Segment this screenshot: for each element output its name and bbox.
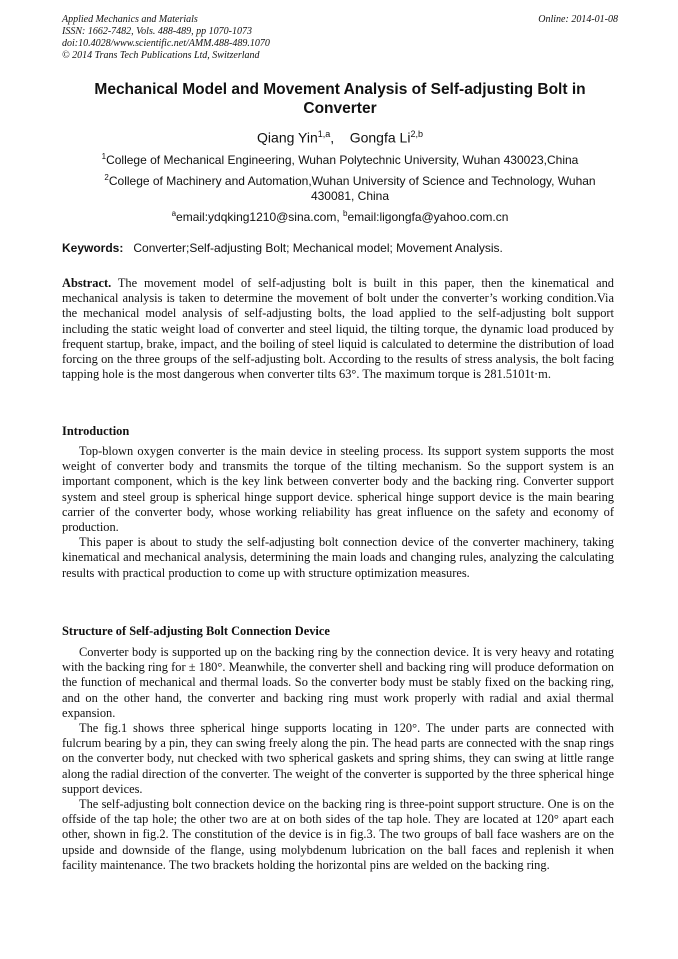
affiliation-1: [70, 149, 610, 168]
affiliation-text: College of Mechanical Engineering, Wuhan Polytechnic University, Wuhan 430023,China: [106, 153, 579, 167]
author-separator: ,: [330, 129, 335, 146]
keywords-text: Converter;Self-adjusting Bolt; Mechanical model; Movement Analysis.: [133, 241, 503, 255]
abstract-label: Abstract.: [62, 276, 112, 290]
keywords-label: Keywords:: [62, 241, 124, 255]
paragraph: Top-blown oxygen converter is the main device in steeling process. Its support system supports the most weight of converter body and transmits the torque of the tilting mechanism. So the support system is an important component, which is the key link between converter body and the backing ring. Converter support system and steel group is spherical hinge support device. spherical hinge support device is the main bearing carrier of the converter body, whose working reliability has great influence on the safety and economy of production.: [62, 444, 614, 535]
author-superscript: 1,a: [317, 129, 331, 139]
affiliation-superscript: 2: [104, 173, 109, 182]
paragraph: This paper is about to study the self-adjusting bolt connection device of the converter machinery, taking kinematical and mechanical analysis, determining the main loads and changing rules, analyzing the calculating results with practical production to come up with structure optimization measures.: [62, 535, 614, 580]
paragraph: The fig.1 shows three spherical hinge supports locating in 120°. The under parts are connected with fulcrum bearing by a pin, they can swing freely along the pin. The head parts are connected with the snap rings on the converter body, nut checked with two spherical gaskets and spring shims, they can swing at little range along the radial direction of the converter. The weight of the converter is supported by the three spherical hinge support devices.: [62, 721, 614, 796]
abstract: [62, 276, 614, 382]
paper-title: Mechanical Model and Movement Analysis of Self-adjusting Bolt in Converter: [94, 81, 586, 117]
email-line: [70, 206, 610, 225]
structure-body: [62, 645, 614, 873]
online-date: Online: 2014-01-08: [538, 14, 618, 25]
copyright-line: © 2014 Trans Tech Publications Ltd, Switzerland: [62, 50, 260, 61]
introduction-heading: Introduction: [62, 424, 130, 438]
introduction-body: [62, 444, 614, 581]
affiliation-2: [86, 170, 614, 204]
journal-name: Applied Mechanics and Materials: [62, 14, 198, 25]
affiliation-superscript: 1: [101, 152, 107, 161]
paragraph: Converter body is supported up on the backing ring by the connection device. It is very heavy and rotating with the backing ring for ± 180°. Meanwhile, the converter shell and backing ring will produce deformation on the function of mechanical and thermal loads. So the converter body must be stably fixed on the backing ring, and on the other hand, the converter and backing ring must work properly with radial and axial thermal expansion.: [62, 645, 614, 720]
abstract-text: The movement model of self-adjusting bolt is built in this paper, then the kinematical and mechanical analysis is taken to determine the movement of bolt under the converter’s working condition.Via the mechanical model analysis of self-adjusting bolts, the load applied to the self-adjusting bolt support including the static weight load of converter and steel liquid, the tilting torque, the dynamic load produced by frequent startup, brake, impact, and the boiling of steel liquid is calculated to determine the distribution of load forcing on the three groups of the self-adjusting bolt. According to the results of stress analysis, the bolt facing tapping hole is the most dangerous when converter tilts 63°. The maximum torque is 281.5101t·m.: [62, 276, 615, 382]
journal-header: [62, 14, 618, 62]
keywords: [62, 241, 618, 256]
structure-heading: Structure of Self-adjusting Bolt Connection Device: [62, 624, 330, 638]
author-list: [62, 125, 618, 147]
author-name: Gongfa Li: [349, 129, 411, 146]
issn-line: ISSN: 1662-7482, Vols. 488-489, pp 1070-1073: [62, 26, 252, 37]
doi-line: doi:10.4028/www.scientific.net/AMM.488-489.1070: [62, 38, 270, 49]
email-b: email:ligongfa@yahoo.com.cn: [347, 210, 509, 224]
email-superscript: a: [171, 209, 177, 218]
affiliation-text: College of Machinery and Automation,Wuhan University of Science and Technology, Wuhan 430081, China: [108, 174, 596, 203]
paragraph: The self-adjusting bolt connection device on the backing ring is three-point support structure. One is on the offside of the tap hole; the other two are at on both sides of the tap hole. They are located at 120° apart each other, shown in fig.2. The constitution of the device is in fig.3. The two groups of ball face washers are on the upside and downside of the flange, using molybdenum lubrication on the ball faces and replenish it when facility maintenance. The two brackets holding the horizontal pins are welded on the backing ring.: [62, 797, 614, 872]
email-superscript: b: [343, 209, 348, 218]
author-superscript: 2,b: [410, 129, 423, 139]
author-name: Qiang Yin: [257, 129, 318, 146]
email-a: email:ydqking1210@sina.com,: [176, 210, 340, 224]
